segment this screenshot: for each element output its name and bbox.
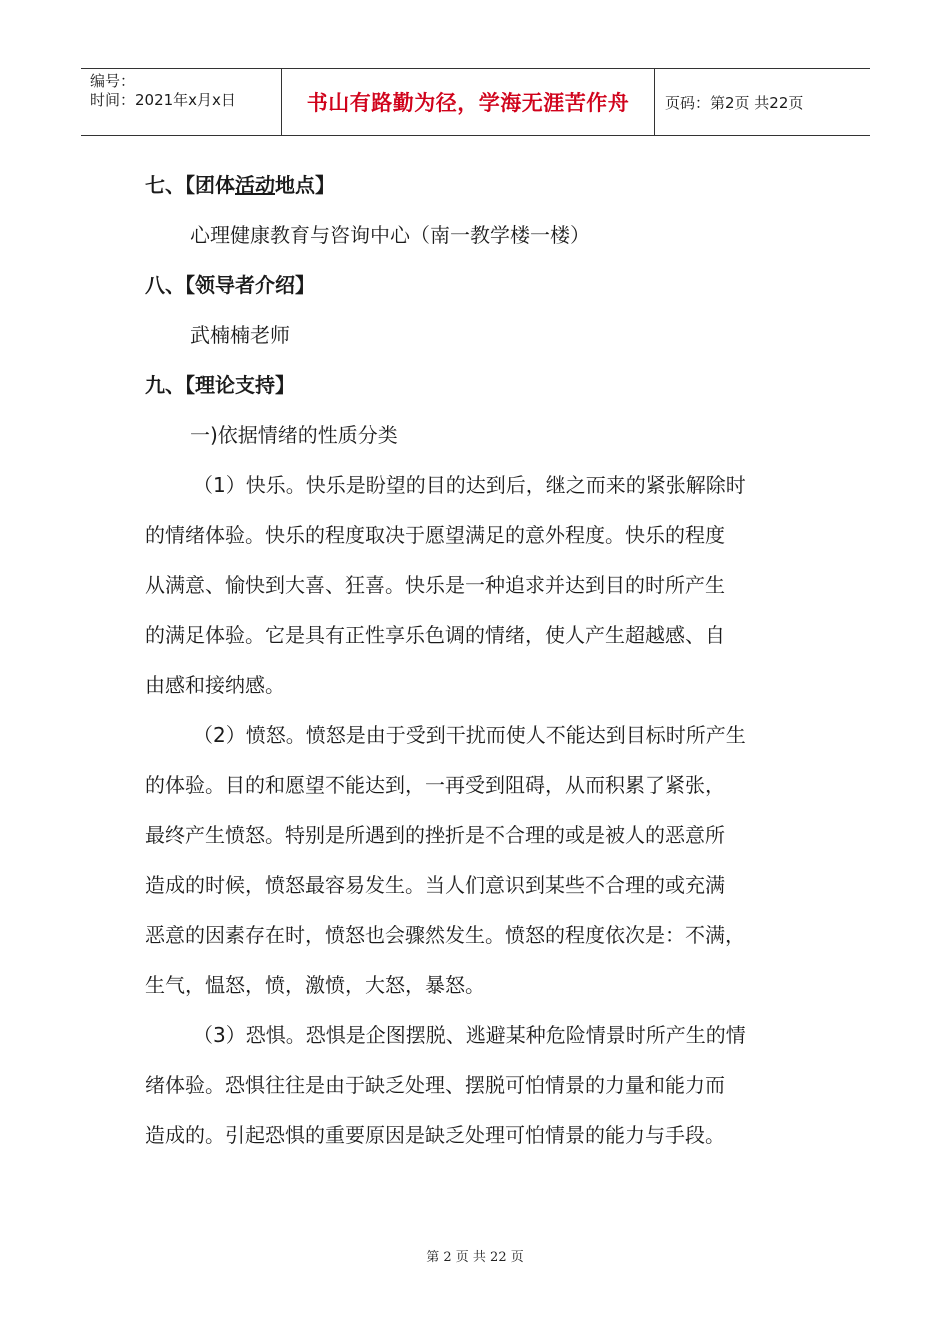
paragraph-line: 生气，愠怒，愤，激愤，大怒，暴怒。 [145, 973, 485, 997]
document-number-label: 编号： [90, 72, 136, 90]
section-heading-9: 九、【理论支持】 [145, 373, 295, 397]
paragraph-line: 的情绪体验。快乐的程度取决于愿望满足的意外程度。快乐的程度 [145, 523, 725, 547]
paragraph-line: 造成的时候，愤怒最容易发生。当人们意识到某些不合理的或充满 [145, 873, 725, 897]
paragraph-happiness [145, 460, 815, 710]
paragraph-line: （2）愤怒。愤怒是由于受到干扰而使人不能达到目标时所产生 [193, 723, 746, 747]
section-8-text: 武楠楠老师 [190, 323, 290, 347]
section-9-subtitle: 一)依据情绪的性质分类 [190, 423, 398, 447]
document-body [145, 160, 815, 1160]
page-footer: 第 2 页 共 22 页 [426, 1250, 524, 1265]
header-page-info-cell [655, 69, 870, 135]
paragraph-line: （3）恐惧。恐惧是企图摆脱、逃避某种危险情景时所产生的情 [193, 1023, 746, 1047]
header-left-cell [81, 69, 282, 135]
paragraph-line: 的满足体验。它是具有正性享乐色调的情绪，使人产生超越感、自 [145, 623, 725, 647]
section-heading-7-prefix: 七、【团体 [145, 173, 235, 197]
header-motto-cell [282, 69, 655, 135]
paragraph-line: 由感和接纳感。 [145, 673, 285, 697]
section-7-text: 心理健康教育与咨询中心（南一教学楼一楼） [190, 223, 590, 247]
paragraph-anger [145, 710, 815, 1010]
section-heading-7-underlined: 活动 [235, 173, 275, 197]
paragraph-line: 从满意、愉快到大喜、狂喜。快乐是一种追求并达到目的时所产生 [145, 573, 725, 597]
document-header [81, 68, 870, 136]
header-page-info: 页码：第2页 共22页 [665, 93, 804, 112]
paragraph-line: 恶意的因素存在时，愤怒也会骤然发生。愤怒的程度依次是：不满， [145, 923, 745, 947]
paragraph-line: 的体验。目的和愿望不能达到，一再受到阻碍，从而积累了紧张， [145, 773, 725, 797]
header-motto: 书山有路勤为径，学海无涯苦作舟 [306, 91, 630, 115]
paragraph-fear [145, 1010, 815, 1160]
document-time-label: 时间：2021年x月x日 [90, 91, 236, 109]
paragraph-line: 最终产生愤怒。特别是所遇到的挫折是不合理的或是被人的恶意所 [145, 823, 725, 847]
paragraph-line: （1）快乐。快乐是盼望的目的达到后，继之而来的紧张解除时 [193, 473, 746, 497]
section-heading-7 [145, 160, 815, 210]
section-heading-8: 八、【领导者介绍】 [145, 273, 315, 297]
section-heading-7-suffix: 地点】 [275, 173, 335, 197]
paragraph-line: 绪体验。恐惧往往是由于缺乏处理、摆脱可怕情景的力量和能力而 [145, 1073, 725, 1097]
paragraph-line: 造成的。引起恐惧的重要原因是缺乏处理可怕情景的能力与手段。 [145, 1123, 725, 1147]
